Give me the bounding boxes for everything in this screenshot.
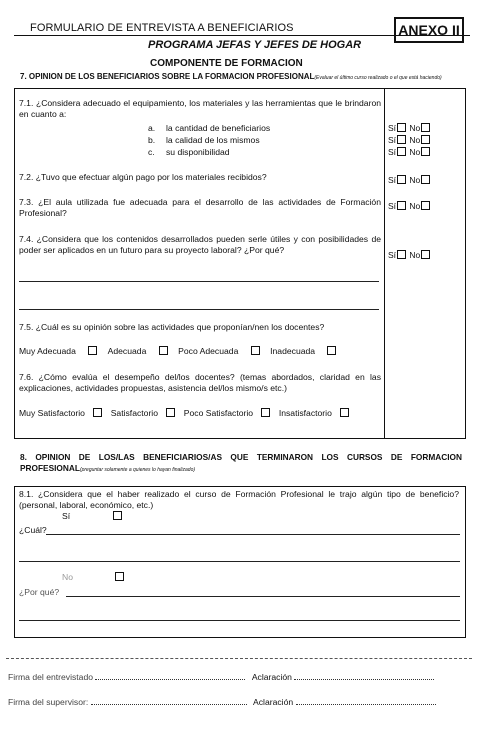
q71-option-a bbox=[148, 123, 270, 133]
yes-checkbox[interactable] bbox=[397, 135, 406, 144]
scale-checkbox[interactable] bbox=[166, 408, 175, 417]
q71-option-a-text: la cantidad de beneficiarios bbox=[166, 123, 271, 133]
scale-checkbox[interactable] bbox=[327, 346, 336, 355]
scale-checkbox[interactable] bbox=[251, 346, 260, 355]
q71b-yes-no bbox=[388, 135, 431, 145]
cual-answer-line[interactable] bbox=[46, 534, 460, 535]
clarification-field[interactable] bbox=[294, 679, 434, 680]
yes-label: Sí bbox=[388, 250, 397, 260]
scale-checkbox[interactable] bbox=[88, 346, 97, 355]
yes-label: Sí bbox=[388, 147, 397, 157]
q71-option-a-letter: a. bbox=[148, 123, 156, 133]
yes-checkbox[interactable] bbox=[397, 147, 406, 156]
question-7-1: 7.1. ¿Considera adecuado el equipamiento, los materiales y las herramientas que le brindaron en cuanto a: bbox=[19, 98, 381, 119]
no-label: No bbox=[409, 175, 421, 185]
scale-checkbox[interactable] bbox=[261, 408, 270, 417]
scale-option-label: Inadecuada bbox=[270, 346, 316, 356]
scale-option-label: Insatisfactorio bbox=[278, 408, 332, 418]
no-checkbox[interactable] bbox=[421, 123, 430, 132]
scale-option-label: Poco Adecuada bbox=[178, 346, 239, 356]
supervisor-signature-field[interactable] bbox=[91, 704, 247, 705]
q71-option-c bbox=[148, 147, 230, 157]
question-7-2: 7.2. ¿Tuvo que efectuar algún pago por los materiales recibidos? bbox=[19, 172, 267, 182]
scale-option-label: Muy Adecuada bbox=[19, 346, 76, 356]
question-7-3: 7.3. ¿El aula utilizada fue adecuada para el desarrollo de las actividades de Formación Profesional? bbox=[19, 197, 381, 218]
program-subtitle: PROGRAMA JEFAS Y JEFES DE HOGAR bbox=[148, 39, 362, 51]
section8-heading-text: 8. OPINION DE LOS/LAS BENEFICIARIOS/AS QUE TERMINARON LOS CURSOS DE FORMACION PROFESIONAL bbox=[20, 452, 462, 473]
yes-label: Sí bbox=[388, 123, 397, 133]
cual-answer-line[interactable] bbox=[19, 561, 460, 562]
section8-heading-note: (preguntar solamente a quienes lo hayan finalizado) bbox=[79, 467, 196, 473]
q75-scale bbox=[19, 346, 379, 356]
form-title: FORMULARIO DE ENTREVISTA A BENEFICIARIOS bbox=[30, 22, 294, 34]
section8-heading bbox=[20, 452, 462, 476]
q74-answer-line[interactable] bbox=[19, 309, 379, 310]
q71-option-c-letter: c. bbox=[148, 147, 155, 157]
section7-answer-column-divider bbox=[384, 88, 385, 439]
no-label: No bbox=[409, 135, 421, 145]
scale-option-label: Poco Satisfactorio bbox=[183, 408, 254, 418]
supervisor-signature-row bbox=[8, 697, 464, 707]
header-divider bbox=[14, 35, 470, 36]
yes-checkbox[interactable] bbox=[397, 123, 406, 132]
question-7-4: 7.4. ¿Considera que los contenidos desarrollados pueden serle útiles y con posibilidades de poder ser aplicados en un futuro para su proyecto laboral? ¿Por qué? bbox=[19, 234, 381, 255]
yes-label: Sí bbox=[388, 135, 397, 145]
question-7-5: 7.5. ¿Cuál es su opinión sobre las actividades que proponían/nen los docentes? bbox=[19, 322, 325, 332]
yes-label: Sí bbox=[388, 201, 397, 211]
cual-label: ¿Cuál? bbox=[19, 525, 47, 535]
q71-option-b bbox=[148, 135, 260, 145]
annex-label: ANEXO II bbox=[394, 17, 464, 43]
q74-yes-no bbox=[388, 250, 431, 260]
section7-heading bbox=[20, 72, 442, 81]
scale-checkbox[interactable] bbox=[93, 408, 102, 417]
supervisor-signature-label: Firma del supervisor: bbox=[8, 697, 89, 707]
porque-answer-line[interactable] bbox=[66, 596, 460, 597]
porque-label: ¿Por qué? bbox=[19, 587, 60, 597]
component-title: COMPONENTE DE FORMACION bbox=[150, 58, 303, 69]
q71-option-b-text: la calidad de los mismos bbox=[166, 135, 260, 145]
signature-divider bbox=[6, 658, 472, 659]
interviewer-signature-field[interactable] bbox=[95, 679, 245, 680]
no-checkbox[interactable] bbox=[421, 135, 430, 144]
question-7-6: 7.6. ¿Cómo evalúa el desempeño del/los docentes? (temas abordados, claridad en las explicaciones, actividades propuestas, asistencia del/los mismo/s etc.) bbox=[19, 372, 381, 393]
interviewer-signature-label: Firma del entrevistado bbox=[8, 672, 94, 682]
no-checkbox[interactable] bbox=[421, 201, 430, 210]
no-checkbox[interactable] bbox=[421, 147, 430, 156]
porque-answer-line[interactable] bbox=[19, 620, 460, 621]
no-label: No bbox=[409, 123, 421, 133]
q76-scale bbox=[19, 408, 379, 418]
no-label: No bbox=[409, 147, 421, 157]
no-checkbox[interactable] bbox=[421, 250, 430, 259]
interviewer-signature-row bbox=[8, 672, 464, 682]
yes-label: Sí bbox=[388, 175, 397, 185]
q71c-yes-no bbox=[388, 147, 431, 157]
clarification-label: Aclaración bbox=[253, 697, 294, 707]
scale-option-label: Satisfactorio bbox=[110, 408, 158, 418]
yes-checkbox[interactable] bbox=[397, 201, 406, 210]
scale-checkbox[interactable] bbox=[159, 346, 168, 355]
no-label: No bbox=[62, 572, 73, 582]
si-checkbox[interactable] bbox=[113, 511, 122, 520]
question-8-1: 8.1. ¿Considera que el haber realizado el curso de Formación Profesional le trajo algún tipo de beneficio? (personal, laboral, económico, etc.) bbox=[19, 489, 459, 510]
scale-option-label: Adecuada bbox=[107, 346, 147, 356]
q81-no-option bbox=[62, 572, 124, 582]
q71a-yes-no bbox=[388, 123, 431, 133]
q71-option-c-text: su disponibilidad bbox=[166, 147, 230, 157]
section7-heading-note: (Evaluar el último curso realizado o el que está haciendo) bbox=[314, 75, 442, 81]
no-checkbox[interactable] bbox=[421, 175, 430, 184]
si-label: Sí bbox=[62, 511, 71, 521]
yes-checkbox[interactable] bbox=[397, 250, 406, 259]
no-checkbox[interactable] bbox=[115, 572, 124, 581]
section7-heading-text: 7. OPINION DE LOS BENEFICIARIOS SOBRE LA FORMACION PROFESIONAL bbox=[20, 72, 315, 81]
q71-option-b-letter: b. bbox=[148, 135, 156, 145]
q72-yes-no bbox=[388, 175, 431, 185]
q74-answer-line[interactable] bbox=[19, 281, 379, 282]
scale-checkbox[interactable] bbox=[340, 408, 349, 417]
yes-checkbox[interactable] bbox=[397, 175, 406, 184]
scale-option-label: Muy Satisfactorio bbox=[19, 408, 85, 418]
clarification-label: Aclaración bbox=[251, 672, 292, 682]
q81-si-option bbox=[62, 511, 122, 521]
no-label: No bbox=[409, 250, 421, 260]
clarification-field[interactable] bbox=[296, 704, 436, 705]
no-label: No bbox=[409, 201, 421, 211]
q73-yes-no bbox=[388, 201, 431, 211]
